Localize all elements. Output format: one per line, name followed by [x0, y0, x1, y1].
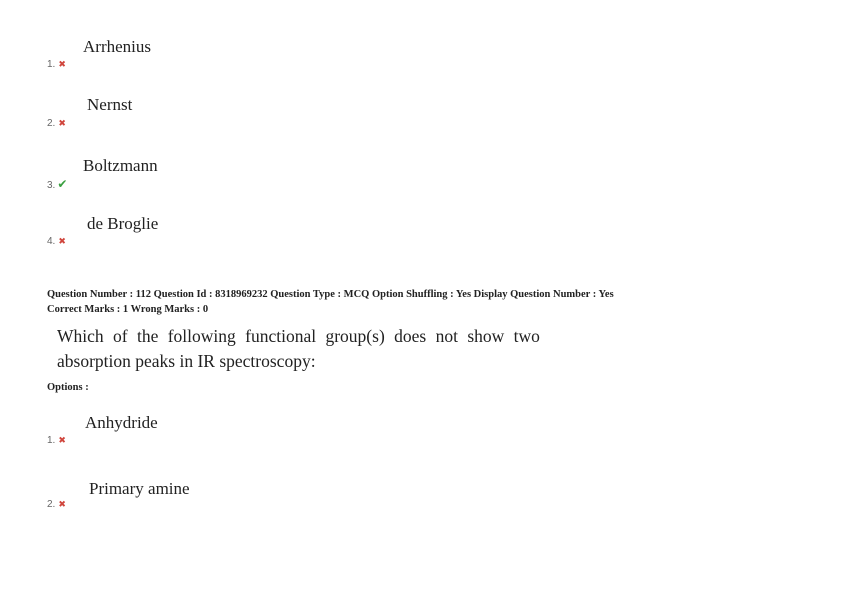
option-text: Anhydride [85, 413, 158, 432]
option-number [47, 236, 66, 247]
option-text: Boltzmann [83, 156, 158, 175]
question-text-line2: absorption peaks in IR spectroscopy: [57, 351, 316, 371]
cross-icon: ✖ [58, 499, 66, 509]
option-number [47, 59, 66, 70]
cross-icon: ✖ [58, 435, 66, 445]
options-label: Options : [47, 382, 89, 393]
question-marks: Correct Marks : 1 Wrong Marks : 0 [47, 304, 209, 315]
check-icon: ✔ [57, 177, 68, 191]
option-number-label: 4. [47, 236, 56, 247]
cross-icon: ✖ [58, 236, 66, 246]
option-number-label: 2. [47, 499, 56, 510]
option-number [47, 435, 66, 446]
question-text-line1: Which of the following functional group(s) does not show two [57, 326, 540, 346]
cross-icon: ✖ [58, 59, 66, 69]
option-number [47, 177, 67, 191]
option-number-label: 1. [47, 59, 56, 70]
option-number [47, 118, 66, 129]
option-text: Arrhenius [83, 37, 151, 56]
option-number [47, 499, 66, 510]
option-text: de Broglie [87, 214, 159, 233]
cross-icon: ✖ [58, 118, 66, 128]
option-number-label: 1. [47, 435, 56, 446]
option-number-label: 2. [47, 118, 56, 129]
option-number-label: 3. [47, 180, 56, 191]
question-meta: Question Number : 112 Question Id : 8318969232 Question Type : MCQ Option Shuffling : Yes Display Question Number : Yes [47, 289, 614, 300]
option-text: Primary amine [89, 479, 190, 498]
option-text: Nernst [87, 95, 133, 114]
